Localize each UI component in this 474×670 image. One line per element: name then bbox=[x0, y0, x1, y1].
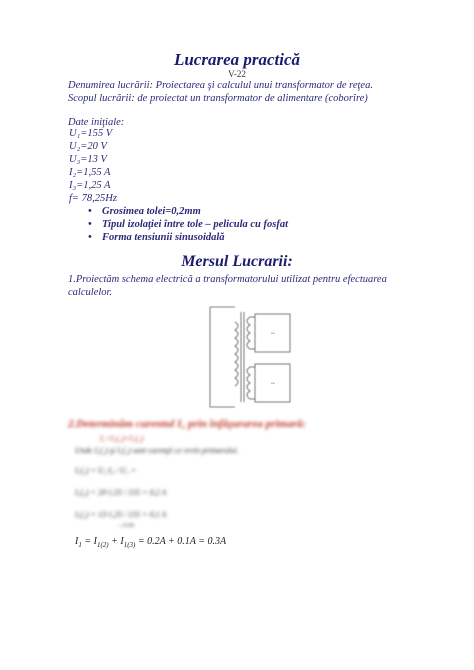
list-item: • Forma tensiunii sinusoidală bbox=[88, 231, 288, 244]
calc-line: I₁(₃) = 13·1,25 / 155 = 0,1 A bbox=[75, 510, 167, 519]
step-2-heading: 2.Determinăm curentul I₁ prin înfăşurarea primară: bbox=[68, 418, 306, 430]
svg-text:~: ~ bbox=[271, 330, 275, 338]
list-item: • Grosimea tolei=0,2mm bbox=[88, 205, 288, 218]
calc-line: I₁(₂) = U₂·I₂ / U₁ = bbox=[75, 466, 137, 475]
param-f: f= 78,25Hz bbox=[69, 193, 117, 204]
step-1-text: 1.Proiectăm schema electrică a transformatorului utilizat pentru efectuarea calculelor. bbox=[68, 274, 387, 298]
step-2-note: Unde I₁(₂) şi I₁(₃) sunt curenţii ce revin primarului. bbox=[75, 446, 239, 455]
calc-line: I₁(₂) = 20·1,55 / 155 = 0,2 A bbox=[75, 488, 167, 497]
param-u1: U₁=155 V bbox=[69, 128, 113, 139]
param-i3: I₃=1,25 A bbox=[69, 180, 111, 191]
final-current-formula: $I_1 = I_{1(2)} + I_{1(3)} = 0.2A + 0.1A = 0.3A$ bbox=[75, 536, 227, 549]
stray-mark: —0.04 bbox=[118, 523, 134, 529]
param-u2: U₂=20 V bbox=[69, 141, 107, 152]
spec-list bbox=[88, 205, 288, 244]
param-i2: I₂=1,55 A bbox=[69, 167, 111, 178]
work-name: Denumirea lucrării: Proiectarea şi calculul unui transformator de reţea. bbox=[68, 80, 373, 91]
transformer-schematic bbox=[205, 302, 295, 412]
page-title: Lucrarea practică bbox=[173, 50, 301, 69]
param-u3: U₃=13 V bbox=[69, 154, 107, 165]
variant-label: V-22 bbox=[228, 69, 246, 79]
svg-text:~: ~ bbox=[271, 380, 275, 388]
work-purpose: Scopul lucrării: de proiectat un transformator de alimentare (coborîre) bbox=[68, 93, 368, 104]
step-2-formula-hint: I₁=I₁(₂)+I₁(₃) bbox=[100, 434, 144, 443]
initial-data-heading: Date iniţiale: bbox=[68, 117, 125, 128]
section-heading: Mersul Lucrarii: bbox=[181, 253, 293, 270]
list-item: • Tipul izolaţiei între tole – pelicula cu fosfat bbox=[88, 218, 288, 231]
